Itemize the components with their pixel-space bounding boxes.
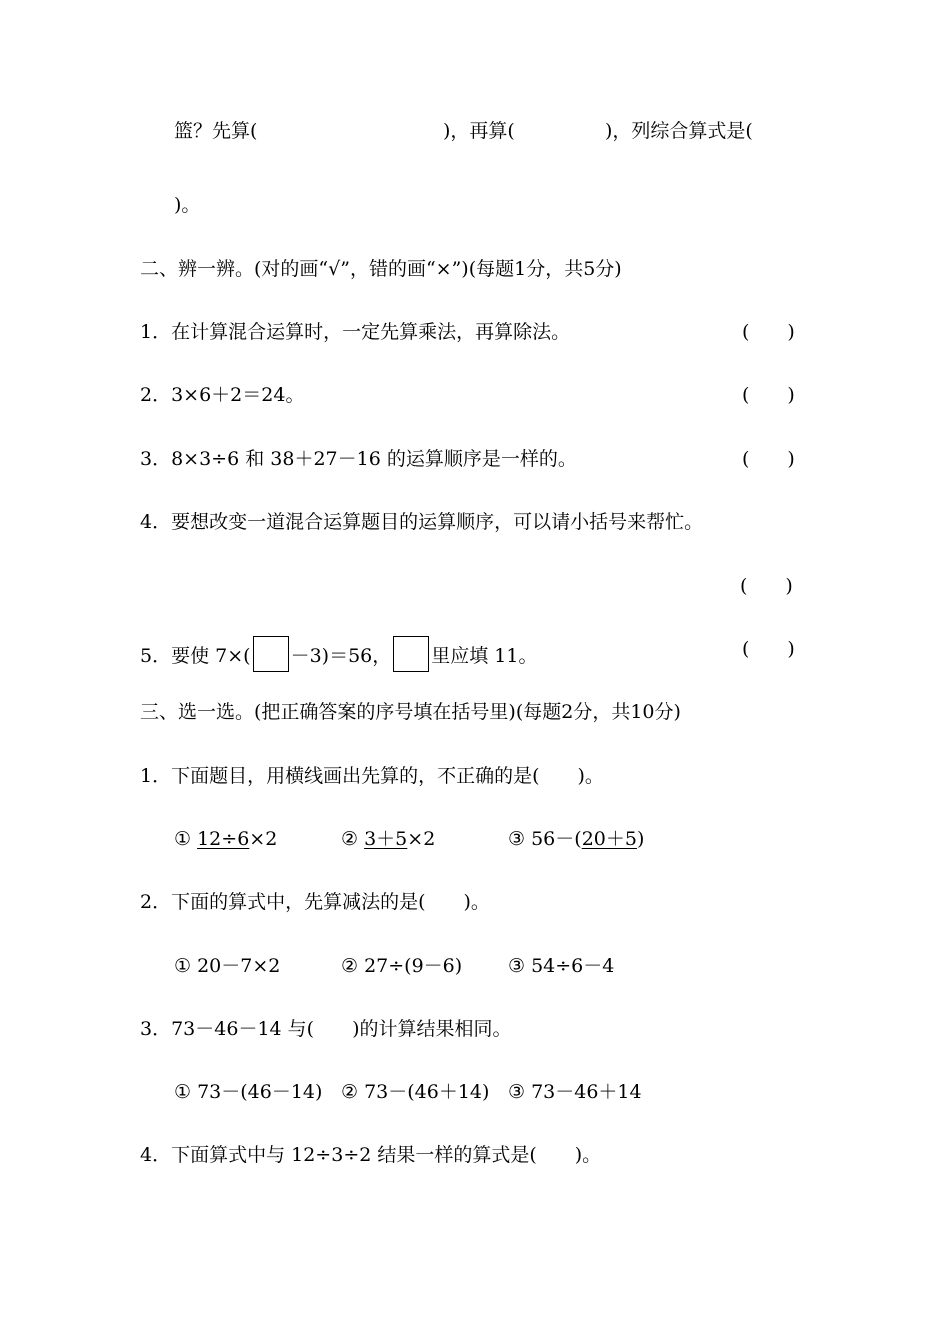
section3-q4-stem: 4．下面算式中与 12÷3÷2 结果一样的算式是( )。 xyxy=(140,1144,602,1166)
section2-q5-part-b: －3)＝56， xyxy=(290,645,392,667)
section2-q5-part-a: 5．要使 7×( xyxy=(140,645,251,667)
section3-q2-option2[interactable]: ② 27÷(9－6) xyxy=(341,955,463,977)
prev-question-line1-c: )，列综合算式是( xyxy=(605,120,753,142)
underlined-expression: 12÷6 xyxy=(197,828,250,850)
section3-title: 三、选一选。(把正确答案的序号填在括号里)(每题2分，共10分) xyxy=(140,701,681,723)
prev-question-line2: )。 xyxy=(174,194,201,216)
section2-q1: 1．在计算混合运算时，一定先算乘法，再算除法。 xyxy=(140,321,571,343)
section2-q4-answer-bracket[interactable]: ( ) xyxy=(740,575,793,597)
option-post: ) xyxy=(636,828,645,850)
section3-q3-option1[interactable]: ① 73－(46－14) xyxy=(174,1081,323,1103)
section3-q1-option3[interactable] xyxy=(508,826,644,852)
section2-q5-part-c: 里应填 11。 xyxy=(431,645,538,667)
section2-q3: 3．8×3÷6 和 38＋27－16 的运算顺序是一样的。 xyxy=(140,448,577,470)
section2-q2: 2．3×6＋2＝24。 xyxy=(140,384,305,406)
section3-q2-stem: 2．下面的算式中，先算减法的是( )。 xyxy=(140,891,490,913)
section2-q5 xyxy=(140,636,537,672)
underlined-expression: 3＋5 xyxy=(364,828,408,850)
section3-q1-option1[interactable] xyxy=(174,826,277,852)
section2-q3-answer-bracket[interactable]: ( ) xyxy=(742,448,795,470)
option-mark: ③ xyxy=(508,828,526,850)
section3-q2-option3[interactable]: ③ 54÷6－4 xyxy=(508,955,615,977)
section2-q4: 4．要想改变一道混合运算题目的运算顺序，可以请小括号来帮忙。 xyxy=(140,511,704,533)
option-rest: ×2 xyxy=(249,828,278,850)
section2-q2-answer-bracket[interactable]: ( ) xyxy=(742,384,795,406)
section2-q5-answer-bracket[interactable]: ( ) xyxy=(742,638,795,660)
prev-question-line1-b: )，再算( xyxy=(443,120,515,142)
option-pre: 56－( xyxy=(531,828,582,850)
section3-q1-stem: 1．下面题目，用横线画出先算的，不正确的是( )。 xyxy=(140,765,604,787)
section3-q1-option2[interactable] xyxy=(341,826,435,852)
section2-q1-answer-bracket[interactable]: ( ) xyxy=(742,321,795,343)
option-mark: ② xyxy=(341,828,359,850)
section3-q3-stem: 3．73－46－14 与( )的计算结果相同。 xyxy=(140,1018,512,1040)
prev-question-line1-a: 篮？先算( xyxy=(174,120,258,142)
underlined-expression: 20＋5 xyxy=(581,828,637,850)
answer-box[interactable] xyxy=(253,636,289,672)
section2-title: 二、辨一辨。(对的画“√”，错的画“×”)(每题1分，共5分) xyxy=(140,258,622,280)
section3-q3-option2[interactable]: ② 73－(46＋14) xyxy=(341,1081,490,1103)
answer-box-ref xyxy=(393,636,429,672)
option-mark: ① xyxy=(174,828,192,850)
section3-q2-option1[interactable]: ① 20－7×2 xyxy=(174,955,281,977)
section3-q3-option3[interactable]: ③ 73－46＋14 xyxy=(508,1081,642,1103)
option-rest: ×2 xyxy=(407,828,436,850)
